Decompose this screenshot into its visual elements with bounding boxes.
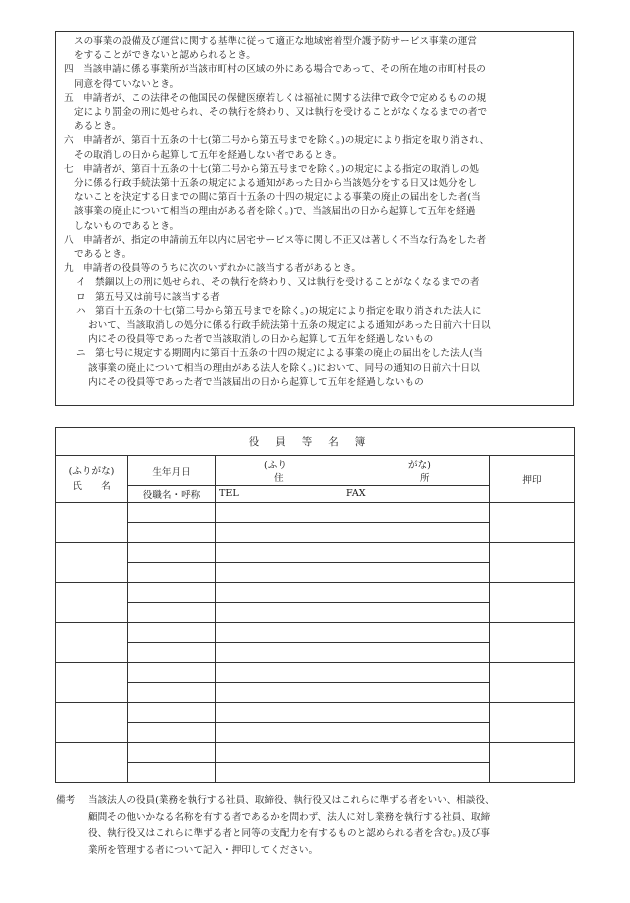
officer-address-cell[interactable] [216, 703, 490, 723]
officer-stamp-cell[interactable] [490, 543, 575, 583]
name-label: 氏 名 [72, 481, 111, 492]
officer-tel-fax-cell[interactable] [216, 763, 490, 783]
officer-stamp-cell[interactable] [490, 583, 575, 623]
officer-name-cell[interactable] [56, 583, 128, 623]
sub-clause-i: イ 禁錮以上の刑に処せられ、その執行を終わり、又は執行を受けることがなくなるまでの者 [76, 277, 480, 289]
officer-position-cell[interactable] [128, 763, 216, 783]
officer-birthdate-cell[interactable] [128, 583, 216, 603]
disqualification-clauses [55, 31, 574, 406]
clause-3-continued: スの事業の設備及び運営に関する基準に従って適正な地域密着型介護予防サービス事業の運営 をすることができないと認められるとき。 [74, 36, 477, 62]
tel-label: TEL [219, 488, 239, 499]
name-furigana-label: (ふりがな) [68, 466, 115, 477]
officer-birthdate-cell[interactable] [128, 663, 216, 683]
officer-position-cell[interactable] [128, 603, 216, 623]
officer-tel-fax-cell[interactable] [216, 523, 490, 543]
roster-title: 役員等名簿 [56, 428, 575, 456]
officer-address-cell[interactable] [216, 503, 490, 523]
officer-address-cell[interactable] [216, 623, 490, 643]
remarks-label: 備考 [56, 795, 76, 806]
officer-position-cell[interactable] [128, 643, 216, 663]
officer-position-cell[interactable] [128, 683, 216, 703]
address-header [216, 456, 490, 486]
officer-tel-fax-cell[interactable] [216, 643, 490, 663]
officer-name-cell[interactable] [56, 503, 128, 543]
clause-7: 七 申請者が、第百十五条の十七(第二号から第五号までを除く。)の規定による指定の取消しの処 分に係る行政手続法第十五条の規定による通知があった日から当該処分をする日又は処分をし ないことを決定する日までの間に第百十五条の十四の規定による事業の廃止の届出をした者(当 該事業の廃止について相当の理由がある者を除く。)で、当該届出の日から起算して五年を経過 しないものであるとき。 [64, 163, 481, 232]
stamp-header: 押印 [490, 456, 575, 503]
address-label-left: 住 [274, 473, 284, 484]
officer-birthdate-cell[interactable] [128, 543, 216, 563]
officer-name-cell[interactable] [56, 703, 128, 743]
officer-stamp-cell[interactable] [490, 663, 575, 703]
officer-position-cell[interactable] [128, 563, 216, 583]
address-label-right: 所 [420, 473, 430, 484]
officer-birthdate-cell[interactable] [128, 743, 216, 763]
officer-birthdate-cell[interactable] [128, 623, 216, 643]
officer-stamp-cell[interactable] [490, 743, 575, 783]
address-furigana-right: がな) [408, 460, 431, 471]
clause-5: 五 申請者が、この法律その他国民の保健医療若しくは福祉に関する法律で政令で定めるものの規 定により罰金の刑に処せられ、その執行を終わり、又は執行を受けることがなくなるまでの者で あるとき。 [64, 92, 488, 133]
officer-name-cell[interactable] [56, 623, 128, 663]
name-header [56, 456, 128, 503]
officer-tel-fax-cell[interactable] [216, 683, 490, 703]
officer-name-cell[interactable] [56, 543, 128, 583]
officer-address-cell[interactable] [216, 543, 490, 563]
clause-4: 四 当該申請に係る事業所が当該市町村の区域の外にある場合であって、その所在地の市町村長の 同意を得ていないとき。 [64, 64, 486, 90]
officer-stamp-cell[interactable] [490, 703, 575, 743]
officer-address-cell[interactable] [216, 663, 490, 683]
officer-birthdate-cell[interactable] [128, 703, 216, 723]
sub-clause-ro: ロ 第五号又は前号に該当する者 [76, 291, 220, 303]
tel-fax-header [216, 486, 490, 503]
officer-stamp-cell[interactable] [490, 623, 575, 663]
clause-6: 六 申請者が、第百十五条の十七(第二号から第五号までを除く。)の規定により指定を取り消され、 その取消しの日から起算して五年を経過しない者であるとき。 [64, 135, 490, 161]
officer-address-cell[interactable] [216, 583, 490, 603]
officer-name-cell[interactable] [56, 743, 128, 783]
officer-tel-fax-cell[interactable] [216, 563, 490, 583]
officer-position-cell[interactable] [128, 723, 216, 743]
remarks-note [56, 793, 574, 859]
officer-stamp-cell[interactable] [490, 503, 575, 543]
birthdate-header: 生年月日 [128, 456, 216, 486]
address-furigana-left: (ふり [264, 460, 287, 471]
officer-position-cell[interactable] [128, 523, 216, 543]
remarks-body: 当該法人の役員(業務を執行する社員、取締役、執行役又はこれらに準ずる者をいい、相談役、 顧問その他いかなる名称を有する者であるかを問わず、法人に対し業務を執行する社員、取締 役、執行役又はこれらに準ずる者と同等の支配力を有するものと認められる者を含む。)及び事 業所を管理する者について記入・押印してください。 [88, 795, 495, 856]
officer-birthdate-cell[interactable] [128, 503, 216, 523]
clause-9: 九 申請者の役員等のうちに次のいずれかに該当する者があるとき。 [64, 263, 362, 275]
position-header: 役職名・呼称 [128, 486, 216, 503]
officer-tel-fax-cell[interactable] [216, 723, 490, 743]
sub-clause-ha: ハ 第百十五条の十七(第二号から第五号までを除く。)の規定により指定を取り消された法人に おいて、当該取消しの処分に係る行政手続法第十五条の規定による通知があった日前六十日以 内にその役員等であった者で当該取消しの日から起算して五年を経過しないもの [76, 305, 491, 346]
clause-8: 八 申請者が、指定の申請前五年以内に居宅サービス等に関し不正又は著しく不当な行為をした者 であるとき。 [64, 234, 487, 261]
officer-roster-table [55, 427, 575, 783]
officer-tel-fax-cell[interactable] [216, 603, 490, 623]
fax-label: FAX [346, 488, 366, 499]
officer-address-cell[interactable] [216, 743, 490, 763]
sub-clause-ni: ニ 第七号に規定する期間内に第百十五条の十四の規定による事業の廃止の届出をした法人(当 該事業の廃止について相当の理由がある法人を除く。)において、同号の通知の日前六十日以 内にその役員等であった者で当該届出の日から起算して五年を経過しないもの [76, 348, 483, 388]
officer-name-cell[interactable] [56, 663, 128, 703]
